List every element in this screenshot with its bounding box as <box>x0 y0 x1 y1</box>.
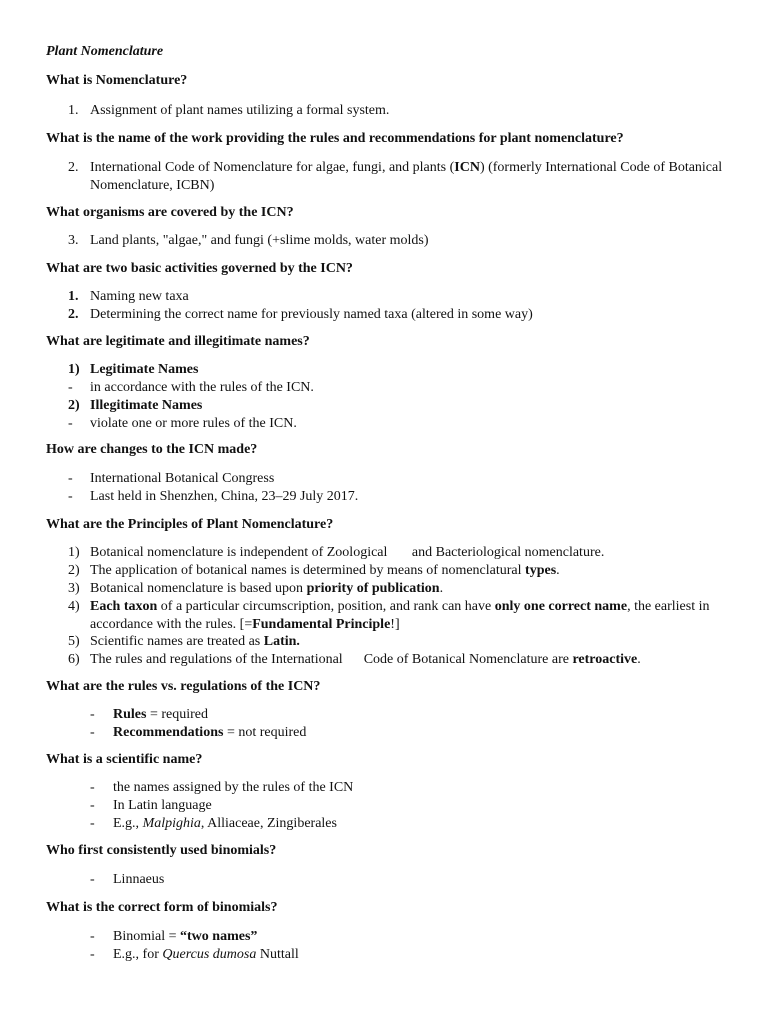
text-run: priority of publication <box>306 581 440 596</box>
list-marker: - <box>90 798 95 813</box>
list-marker: - <box>68 380 73 395</box>
text-run: International Code of Nomenclature for algae, fungi, and plants ( <box>90 160 455 175</box>
section-question: How are changes to the ICN made? <box>46 442 258 457</box>
list-item-text <box>90 598 730 634</box>
list-item-text <box>90 470 730 488</box>
text-run: Recommendations <box>113 725 224 740</box>
list-marker: 1) <box>68 362 80 377</box>
text-run: of a particular circumscription, position, and rank can have <box>157 599 495 614</box>
list-marker: - <box>90 947 95 962</box>
section-question: What is a scientific name? <box>46 752 203 767</box>
list-marker: 1. <box>68 103 79 118</box>
text-run: . <box>637 652 641 667</box>
list-item-text <box>90 159 730 195</box>
text-run: Linnaeus <box>113 872 165 887</box>
list-marker: - <box>90 872 95 887</box>
list-item-text <box>113 724 733 742</box>
text-run: = not required <box>223 725 307 740</box>
list-marker: 1) <box>68 545 80 560</box>
list-marker: 4) <box>68 599 80 614</box>
text-run: , the earliest in accordance with the rules. [= <box>90 599 713 632</box>
list-marker: - <box>90 816 95 831</box>
text-run: Latin. <box>263 634 300 649</box>
text-run: In Latin language <box>113 798 212 813</box>
text-run: Last held in Shenzhen, China, 23–29 July 2017. <box>90 489 359 504</box>
document-title: Plant Nomenclature <box>46 44 164 59</box>
section-question: What is the correct form of binomials? <box>46 900 278 915</box>
text-run: . <box>439 581 444 596</box>
section-question: What organisms are covered by the ICN? <box>46 205 294 220</box>
list-marker: 2) <box>68 563 80 578</box>
list-item-text <box>90 651 730 669</box>
section-question: What is the name of the work providing the rules and recommendations for plant nomenclature? <box>46 131 624 146</box>
text-run: The application of botanical names is determined by means of nomenclatural <box>90 563 526 578</box>
text-run: . <box>556 563 560 578</box>
text-run: Land plants, "algae," and fungi (+slime molds, water molds) <box>90 233 429 248</box>
text-run: The rules and regulations of the International Code of Botanical Nomenclature are <box>90 652 573 667</box>
list-marker: - <box>90 707 95 722</box>
list-item-text <box>113 928 733 946</box>
text-run: Fundamental Principle <box>252 617 391 632</box>
list-marker: - <box>90 929 95 944</box>
list-item-text <box>90 544 730 562</box>
list-marker: 1. <box>68 289 79 304</box>
text-run: ) (formerly International Code of Botanical Nomenclature, ICBN) <box>90 160 726 193</box>
text-run: International Botanical Congress <box>90 471 275 486</box>
list-item-text <box>90 379 730 397</box>
text-run: Botanical nomenclature is independent of Zoological and Bacteriological nomenclature. <box>90 545 605 560</box>
text-run: Quercus dumosa <box>162 947 257 962</box>
text-run: Legitimate Names <box>90 362 199 377</box>
text-run: Botanical nomenclature is based upon <box>90 581 307 596</box>
list-marker: 5) <box>68 634 80 649</box>
list-item-text <box>90 232 730 250</box>
section-question: What are legitimate and illegitimate names? <box>46 334 310 349</box>
text-run: Binomial = <box>113 929 181 944</box>
text-run: !] <box>390 617 400 632</box>
list-item-text <box>113 946 733 964</box>
list-marker: 2. <box>68 307 79 322</box>
list-item-text <box>113 779 733 797</box>
text-run: E.g., for <box>113 947 163 962</box>
text-run: types <box>525 563 557 578</box>
section-question: What are the rules vs. regulations of the ICN? <box>46 679 321 694</box>
list-marker: 2. <box>68 160 79 175</box>
list-marker: - <box>68 471 73 486</box>
text-run: = required <box>146 707 208 722</box>
text-run: , Alliaceae, Zingiberales <box>200 816 337 831</box>
section-question: Who first consistently used binomials? <box>46 843 277 858</box>
text-run: violate one or more rules of the ICN. <box>90 416 297 431</box>
list-marker: 2) <box>68 398 80 413</box>
list-marker: - <box>68 489 73 504</box>
section-question: What are two basic activities governed by the ICN? <box>46 261 353 276</box>
section-question: What are the Principles of Plant Nomenclature? <box>46 517 334 532</box>
list-marker: 3. <box>68 233 79 248</box>
text-run: in accordance with the rules of the ICN. <box>90 380 314 395</box>
list-item-text <box>90 361 730 379</box>
text-run: only one correct name <box>494 599 628 614</box>
text-run: the names assigned by the rules of the ICN <box>113 780 354 795</box>
list-marker: 6) <box>68 652 80 667</box>
list-marker: - <box>90 725 95 740</box>
text-run: Nuttall <box>256 947 299 962</box>
list-item-text <box>113 706 733 724</box>
text-run: retroactive <box>572 652 638 667</box>
text-run: Each taxon <box>90 599 158 614</box>
list-item-text <box>90 633 730 651</box>
text-run: Determining the correct name for previously named taxa (altered in some way) <box>90 307 533 322</box>
list-item-text <box>90 288 730 306</box>
text-run: E.g., <box>113 816 143 831</box>
list-item-text <box>90 102 730 120</box>
text-run: Illegitimate Names <box>90 398 203 413</box>
text-run: Naming new taxa <box>90 289 189 304</box>
list-item-text <box>90 306 730 324</box>
list-item-text <box>90 580 730 598</box>
section-question: What is Nomenclature? <box>46 73 188 88</box>
text-run: “two names” <box>180 929 258 944</box>
text-run: ICN <box>454 160 480 175</box>
list-item-text <box>90 397 730 415</box>
list-marker: - <box>90 780 95 795</box>
list-item-text <box>113 815 733 833</box>
text-run: Malpighia <box>142 816 201 831</box>
list-item-text <box>113 797 733 815</box>
list-item-text <box>90 562 730 580</box>
text-run: Scientific names are treated as <box>90 634 264 649</box>
list-item-text <box>90 488 730 506</box>
list-item-text <box>90 415 730 433</box>
list-item-text <box>113 871 733 889</box>
list-marker: - <box>68 416 73 431</box>
text-run: Rules <box>113 707 147 722</box>
list-marker: 3) <box>68 581 80 596</box>
text-run: Assignment of plant names utilizing a formal system. <box>90 103 390 118</box>
